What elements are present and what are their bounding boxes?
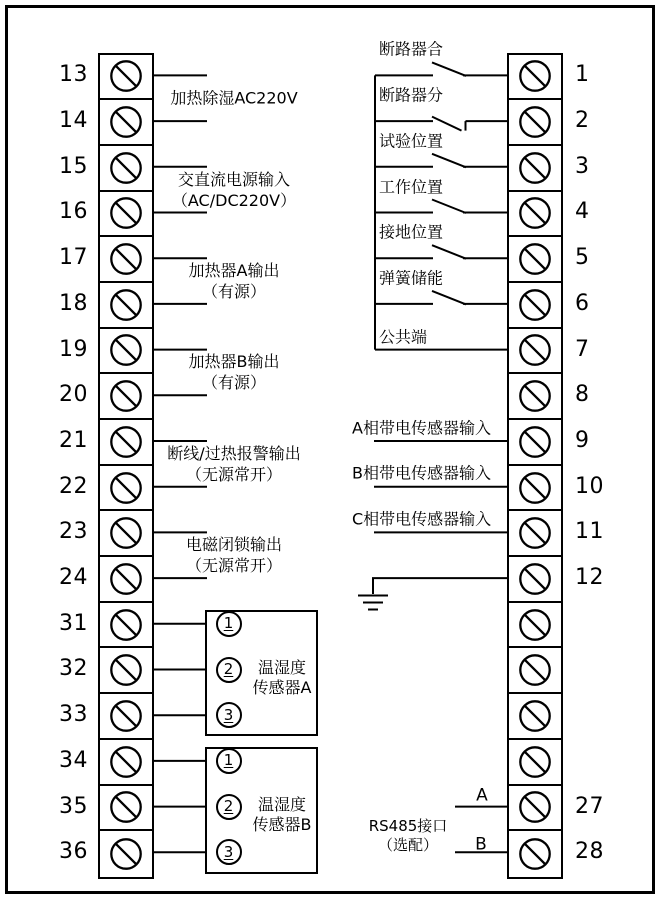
screw-terminal-icon — [518, 790, 552, 824]
terminal-number-left-10: 23 — [59, 519, 88, 545]
screw-terminal-icon — [109, 837, 143, 871]
terminal-number-right-4: 5 — [575, 245, 590, 271]
screw-terminal-icon — [518, 471, 552, 505]
screw-terminal-icon — [109, 105, 143, 139]
terminal-number-right-6: 7 — [575, 336, 590, 362]
terminal-cell-left-14 — [100, 694, 152, 740]
terminal-number-left-6: 19 — [59, 336, 88, 362]
sensor-b-pin-1 — [216, 748, 242, 774]
terminal-number-right-3: 4 — [575, 199, 590, 225]
terminal-number-right-16: 27 — [575, 793, 604, 819]
pin-number: 2 — [223, 797, 234, 816]
screw-terminal-icon — [518, 608, 552, 642]
terminal-number-left-3: 16 — [59, 199, 88, 225]
terminal-cell-left-11 — [100, 557, 152, 603]
terminal-number-right-11: 12 — [575, 565, 604, 591]
terminal-cell-right-14 — [509, 694, 561, 740]
label-line: （无源常开） — [185, 556, 282, 576]
screw-terminal-icon — [109, 653, 143, 687]
switch-contact-1 — [375, 62, 510, 76]
screw-terminal-icon — [109, 151, 143, 185]
screw-terminal-icon — [518, 379, 552, 413]
screw-terminal-icon — [518, 333, 552, 367]
screw-terminal-icon — [518, 105, 552, 139]
switch-contact-3 — [375, 154, 510, 168]
screw-terminal-icon — [109, 425, 143, 459]
label-power-input — [148, 169, 320, 211]
terminal-cell-left-2 — [100, 146, 152, 192]
label-line: （选配） — [377, 836, 438, 854]
sensor-b-pin-3 — [216, 839, 242, 865]
terminal-number-left-8: 21 — [59, 427, 88, 453]
pin-number: 2 — [223, 660, 234, 678]
terminal-number-left-13: 32 — [59, 656, 88, 682]
terminal-number-left-2: 15 — [59, 153, 88, 179]
switch-contact-6 — [375, 291, 510, 305]
terminal-cell-left-5 — [100, 283, 152, 329]
sensor-a-pin-1 — [216, 611, 242, 637]
label-line: 温湿度 — [257, 795, 306, 814]
screw-terminal-icon — [109, 59, 143, 93]
terminal-cell-left-4 — [100, 237, 152, 283]
terminal-number-right-17: 28 — [575, 839, 604, 865]
label-line: 电磁闭锁输出 — [185, 535, 282, 555]
terminal-cell-left-13 — [100, 648, 152, 694]
terminal-cell-left-0 — [100, 55, 152, 101]
terminal-cell-right-5 — [509, 283, 561, 329]
label-breaker-open: 断路器分 — [379, 85, 444, 105]
terminal-cell-left-12 — [100, 603, 152, 649]
label-rs485-a: A — [476, 785, 488, 806]
terminal-number-left-5: 18 — [59, 290, 88, 316]
label-line: 加热器A输出 — [188, 261, 280, 280]
left-stub-wires — [154, 75, 207, 578]
terminal-cell-right-15 — [509, 740, 561, 786]
screw-terminal-icon — [518, 59, 552, 93]
terminal-cell-left-3 — [100, 192, 152, 238]
terminal-number-right-10: 11 — [575, 519, 604, 545]
pin-number: 1 — [223, 751, 234, 770]
sensor-a-pin-3 — [216, 702, 242, 728]
terminal-cell-right-17 — [509, 831, 561, 877]
screw-terminal-icon — [518, 516, 552, 550]
terminal-cell-left-9 — [100, 466, 152, 512]
terminal-number-right-7: 8 — [575, 382, 590, 408]
label-work-position: 工作位置 — [379, 177, 444, 196]
pin-number: 3 — [223, 705, 234, 724]
screw-terminal-icon — [518, 288, 552, 322]
screw-terminal-icon — [518, 425, 552, 459]
terminal-number-left-1: 14 — [59, 108, 88, 134]
screw-terminal-icon — [109, 288, 143, 322]
label-breaker-close: 断路器合 — [379, 39, 444, 59]
label-heater-a-output — [148, 260, 320, 302]
ground-icon — [358, 578, 510, 609]
label-common-terminal: 公共端 — [379, 327, 428, 347]
terminal-block-right — [507, 53, 563, 880]
pin-number: 1 — [223, 614, 234, 633]
label-test-position: 试验位置 — [379, 131, 444, 151]
label-line: 温湿度 — [257, 658, 306, 677]
screw-terminal-icon — [518, 151, 552, 185]
screw-terminal-icon — [518, 562, 552, 596]
terminal-cell-left-1 — [100, 100, 152, 146]
label-alarm-output — [148, 443, 320, 485]
screw-terminal-icon — [109, 745, 143, 779]
label-line: （无源常开） — [185, 464, 282, 484]
screw-terminal-icon — [109, 699, 143, 733]
label-line: （有源） — [201, 373, 266, 393]
terminal-number-right-2: 3 — [575, 153, 590, 179]
screw-terminal-icon — [109, 790, 143, 824]
switch-contact-5 — [375, 245, 510, 259]
terminal-cell-right-2 — [509, 146, 561, 192]
label-phase-a-sensor: A相带电传感器输入 — [352, 418, 491, 437]
screw-terminal-icon — [109, 196, 143, 230]
label-line: 传感器A — [252, 677, 312, 697]
terminal-number-right-5: 6 — [575, 290, 590, 316]
terminal-block-left — [98, 53, 154, 880]
pin-number: 3 — [223, 842, 234, 861]
screw-terminal-icon — [109, 379, 143, 413]
label-phase-b-sensor: B相带电传感器输入 — [352, 463, 491, 483]
terminal-number-right-1: 2 — [575, 108, 590, 134]
label-ground-position: 接地位置 — [379, 222, 444, 242]
terminal-cell-right-1 — [509, 100, 561, 146]
terminal-cell-right-0 — [509, 55, 561, 101]
terminal-number-left-17: 36 — [59, 839, 88, 865]
label-line: 传感器B — [252, 814, 312, 834]
label-rs485-b: B — [475, 834, 487, 855]
label-line: 断线/过热报警输出 — [167, 443, 301, 463]
label-lock-output — [148, 534, 320, 576]
screw-terminal-icon — [109, 333, 143, 367]
screw-terminal-icon — [109, 562, 143, 596]
terminal-cell-left-6 — [100, 329, 152, 375]
label-line: 交直流电源输入 — [177, 169, 290, 189]
terminal-cell-left-16 — [100, 786, 152, 832]
terminal-number-left-7: 20 — [59, 382, 88, 408]
sensor-a-name — [246, 658, 318, 697]
label-phase-c-sensor: C相带电传感器输入 — [352, 509, 492, 529]
terminal-number-right-8: 9 — [575, 427, 590, 453]
screw-terminal-icon — [518, 653, 552, 687]
terminal-number-right-9: 10 — [575, 473, 604, 499]
terminal-cell-right-3 — [509, 192, 561, 238]
screw-terminal-icon — [518, 242, 552, 276]
screw-terminal-icon — [518, 745, 552, 779]
screw-terminal-icon — [109, 471, 143, 505]
terminal-cell-right-12 — [509, 603, 561, 649]
terminal-number-left-9: 22 — [59, 473, 88, 499]
terminal-cell-left-17 — [100, 831, 152, 877]
terminal-cell-right-13 — [509, 648, 561, 694]
terminal-number-right-0: 1 — [575, 62, 590, 88]
screw-terminal-icon — [109, 608, 143, 642]
sensor-b-name — [246, 795, 318, 834]
terminal-number-left-14: 33 — [59, 702, 88, 728]
terminal-number-left-11: 24 — [59, 565, 88, 591]
terminal-cell-left-7 — [100, 374, 152, 420]
sensor-a-pin-2 — [216, 657, 242, 683]
terminal-cell-right-9 — [509, 466, 561, 512]
screw-terminal-icon — [518, 196, 552, 230]
label-spring-charged: 弹簧储能 — [379, 268, 444, 288]
screw-terminal-icon — [109, 516, 143, 550]
terminal-cell-right-11 — [509, 557, 561, 603]
switch-contact-2 — [375, 117, 510, 131]
label-heater-dehumidify — [148, 88, 320, 109]
terminal-cell-right-6 — [509, 329, 561, 375]
screw-terminal-icon — [518, 837, 552, 871]
terminal-number-left-15: 34 — [59, 747, 88, 773]
label-line: RS485接口 — [368, 817, 448, 835]
switch-contact-4 — [375, 200, 510, 214]
terminal-cell-right-4 — [509, 237, 561, 283]
screw-terminal-icon — [518, 699, 552, 733]
terminal-cell-right-7 — [509, 374, 561, 420]
terminal-number-left-16: 35 — [59, 793, 88, 819]
label-heater-b-output — [148, 351, 320, 393]
label-line: （AC/DC220V） — [171, 190, 297, 210]
terminal-cell-left-10 — [100, 511, 152, 557]
terminal-cell-right-8 — [509, 420, 561, 466]
label-line: 加热器B输出 — [188, 352, 280, 372]
terminal-cell-right-16 — [509, 786, 561, 832]
label-line: 加热除湿AC220V — [170, 88, 298, 108]
screw-terminal-icon — [109, 242, 143, 276]
terminal-number-left-0: 13 — [59, 62, 88, 88]
label-line: （有源） — [201, 282, 266, 301]
terminal-number-left-12: 31 — [59, 610, 88, 636]
terminal-cell-right-10 — [509, 511, 561, 557]
terminal-cell-left-8 — [100, 420, 152, 466]
label-rs485 — [355, 817, 461, 855]
sensor-b-pin-2 — [216, 794, 242, 820]
terminal-number-left-4: 17 — [59, 245, 88, 271]
terminal-cell-left-15 — [100, 740, 152, 786]
